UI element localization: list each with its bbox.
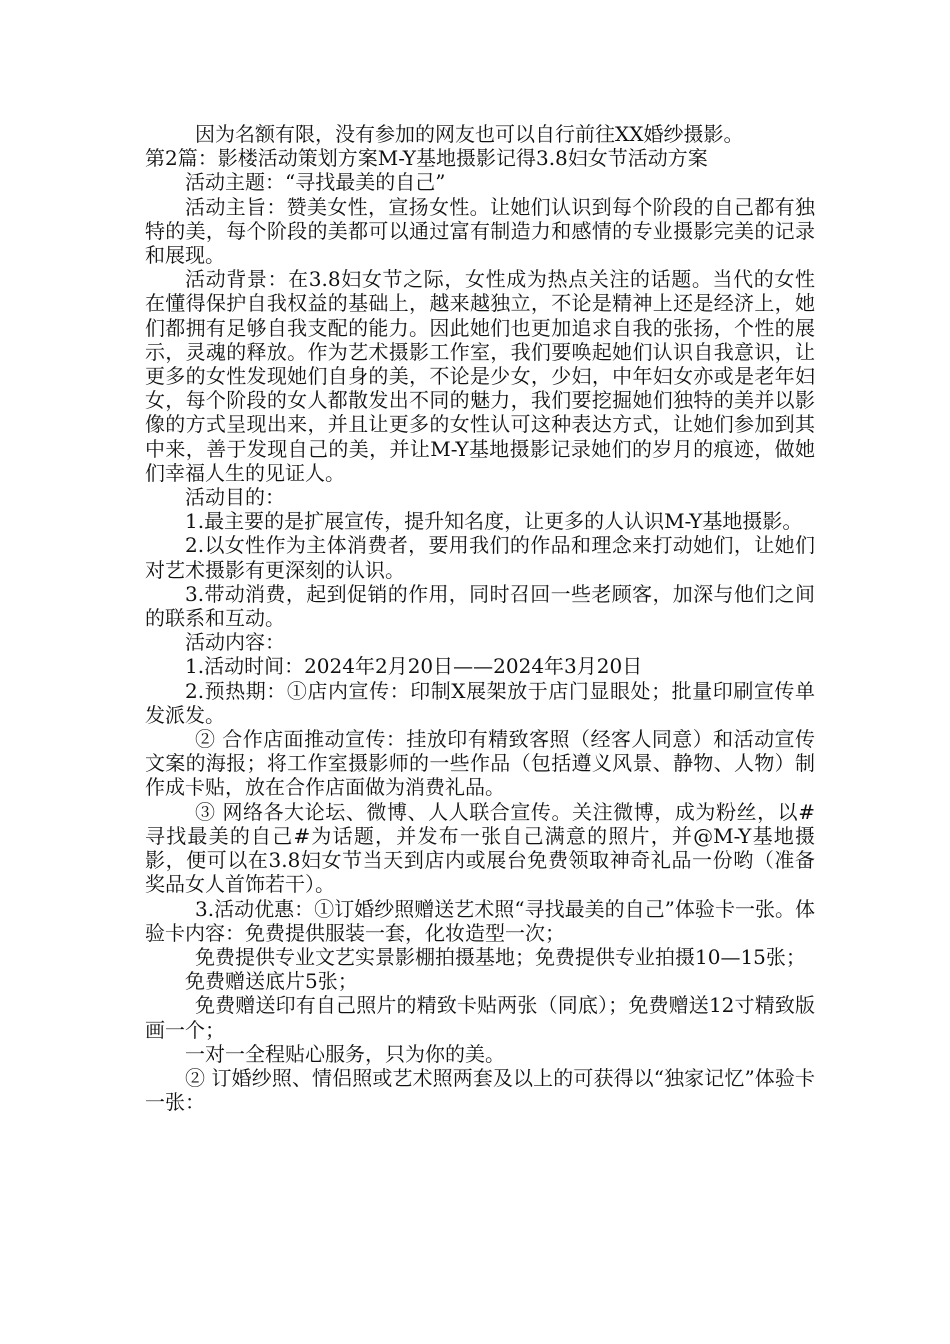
paragraph: 2.预热期：①店内宣传：印制X展架放于店门显眼处；批量印刷宣传单发派发。 bbox=[145, 678, 815, 727]
paragraph: 3.带动消费，起到促销的作用，同时召回一些老顾客，加深与他们之间的联系和互动。 bbox=[145, 581, 815, 631]
paragraph: 2.以女性作为主体消费者，要用我们的作品和理念来打动她们，让她们对艺术摄影有更深刻的认识。 bbox=[145, 533, 815, 582]
paragraph: 免费提供专业文艺实景影棚拍摄基地；免费提供专业拍摄10—15张； bbox=[195, 944, 806, 969]
paragraph: 免费赠送底片5张； bbox=[185, 969, 358, 994]
paragraph: 活动主旨：赞美女性，宣扬女性。让她们认识到每个阶段的自己都有独特的美，每个阶段的美都可以通过富有制造力和感情的专业摄影完美的记录和展现。 bbox=[145, 194, 815, 268]
paragraph: 1.最主要的是扩展宣传，提升知名度，让更多的人认识M-Y基地摄影。 bbox=[185, 509, 803, 534]
paragraph: 因为名额有限，没有参加的网友也可以自行前往XX婚纱摄影。 bbox=[195, 122, 744, 146]
paragraph: 免费赠送印有自己照片的精致卡贴两张（同底）；免费赠送12寸精致版画一个； bbox=[145, 993, 815, 1042]
paragraph: 活动内容： bbox=[185, 630, 285, 655]
document-page bbox=[145, 122, 815, 1114]
paragraph: ② 订婚纱照、情侣照或艺术照两套及以上的可获得以“独家记忆”体验卡一张： bbox=[145, 1065, 815, 1115]
paragraph: 活动目的： bbox=[185, 485, 285, 510]
paragraph: 1.活动时间：2024年2月20日——2024年3月20日 bbox=[185, 654, 643, 679]
paragraph: ③ 网络各大论坛、微博、人人联合宣传。关注微博，成为粉丝，以#寻找最美的自己#为话题，并发布一张自己满意的照片，并@M-Y基地摄影，便可以在3.8妇女节当天到店内或展台免费领取神奇礼品一份哟（准备奖品女人首饰若干）。 bbox=[145, 799, 815, 897]
paragraph: ② 合作店面推动宣传：挂放印有精致客照（经客人同意）和活动宣传文案的海报；将工作室摄影师的一些作品（包括遵义风景、静物、人物）制作成卡贴，放在合作店面做为消费礼品。 bbox=[145, 727, 815, 800]
paragraph: 一对一全程贴心服务，只为你的美。 bbox=[185, 1041, 505, 1066]
article-heading: 第2篇：影楼活动策划方案M-Y基地摄影记得3.8妇女节活动方案 bbox=[145, 146, 708, 171]
paragraph: 活动背景：在3.8妇女节之际，女性成为热点关注的话题。当代的女性在懂得保护自我权益的基础上，越来越独立，不论是精神上还是经济上，她们都拥有足够自我支配的能力。因此她们也更加追求自我的张扬，个性的展示，灵魂的释放。作为艺术摄影工作室，我们要唤起她们认识自我意识，让更多的女性发现她们自身的美，不论是少女，少妇，中年妇女亦或是老年妇女，每个阶段的女人都散发出不同的魅力，我们要挖掘她们独特的美并以影像的方式呈现出来，并且让更多的女性认可这种表达方式，让她们参加到其中来，善于发现自己的美，并让M-Y基地摄影记录她们的岁月的痕迹，做她们幸福人生的见证人。 bbox=[145, 267, 815, 485]
paragraph: 活动主题：“寻找最美的自己” bbox=[185, 170, 446, 195]
paragraph: 3.活动优惠：①订婚纱照赠送艺术照“寻找最美的自己”体验卡一张。体验卡内容：免费提供服装一套，化妆造型一次； bbox=[145, 896, 815, 945]
